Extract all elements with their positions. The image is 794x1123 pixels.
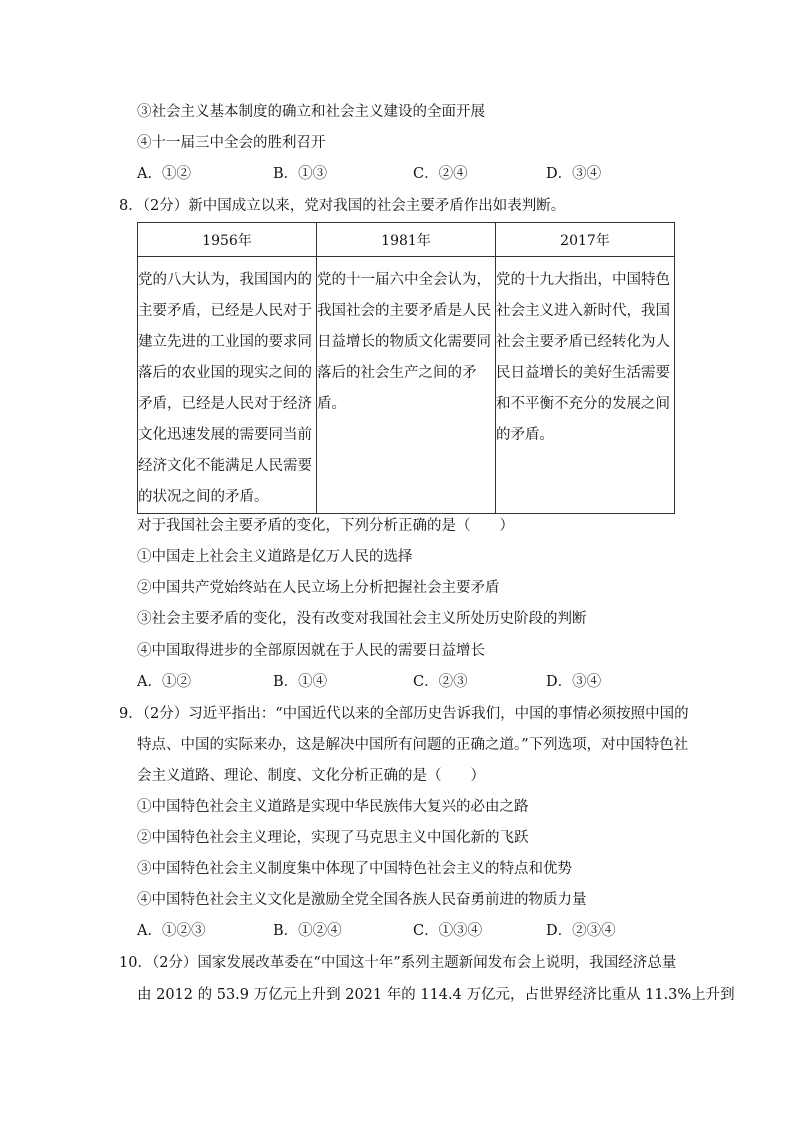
q8-option-a: A．①②: [137, 674, 191, 690]
q9-stem-line-1: 9．（2分）习近平指出：“中国近代以来的全部历史告诉我们，中国的事情必须按照中国的: [119, 706, 689, 722]
table-header-1981: 1981年: [317, 223, 496, 257]
q9-option-d: D．②③④: [546, 923, 616, 939]
q8-item-3: ③社会主要矛盾的变化，没有改变对我国社会主义所处历史阶段的判断: [137, 611, 587, 627]
q7-option-a: A．①②: [137, 166, 191, 182]
q8-options: [137, 672, 697, 692]
q7-options: [137, 164, 697, 184]
q9-option-a: A．①②③: [137, 923, 206, 939]
q7-item-4: ④十一届三中全会的胜利召开: [137, 135, 326, 151]
q9-stem-line-2: 特点、中国的实际来办，这是解决中国所有问题的正确之道。”下列选项，对中国特色社: [137, 737, 689, 753]
table-cell-1981: [317, 257, 496, 514]
q9-item-3: ③中国特色社会主义制度集中体现了中国特色社会主义的特点和优势: [137, 861, 572, 877]
q9-stem-line-3: 会主义道路、理论、制度、文化分析正确的是（ ）: [137, 768, 485, 784]
q9-options: [137, 921, 697, 941]
q7-option-b: B．①③: [273, 166, 328, 182]
q8-item-2: ②中国共产党始终站在人民立场上分析把握社会主要矛盾: [137, 580, 500, 596]
q8-item-4: ④中国取得进步的全部原因就在于人民的需要日益增长: [137, 643, 485, 659]
q7-option-d: D．③④: [546, 166, 602, 182]
q9-item-1: ①中国特色社会主义道路是实现中华民族伟大复兴的必由之路: [137, 799, 529, 815]
table-cell-1956: [138, 257, 317, 514]
q10-stem-line-1: 10．（2分）国家发展改革委在“中国这十年”系列主题新闻发布会上说明，我国经济总量: [119, 955, 677, 971]
q7-item-3: ③社会主义基本制度的确立和社会主义建设的全面开展: [137, 104, 485, 120]
cell-text-2017: 党的十九大指出，中国特色社会主义进入新时代，我国社会主要矛盾已经转化为人民日益增长的美好生活需要和不平衡不充分的发展之间的矛盾。: [496, 272, 670, 443]
q7-option-c: C．②④: [413, 166, 468, 182]
table-header-1956: 1956年: [138, 223, 317, 257]
cell-text-1981: 党的十一届六中全会认为，我国社会的主要矛盾是人民日益增长的物质文化需要同落后的社会生产之间的矛盾。: [317, 272, 491, 412]
q8-option-d: D．③④: [546, 674, 602, 690]
q9-item-4: ④中国特色社会主义文化是激励全党全国各族人民奋勇前进的物质力量: [137, 892, 587, 908]
q8-question: 对于我国社会主要矛盾的变化，下列分析正确的是（ ）: [137, 518, 514, 534]
table-header-row: [138, 223, 675, 257]
q8-option-c: C．②③: [413, 674, 468, 690]
q9-item-2: ②中国特色社会主义理论，实现了马克思主义中国化新的飞跃: [137, 830, 529, 846]
q8-stem: 8．（2分）新中国成立以来，党对我国的社会主要矛盾作出如表判断。: [119, 198, 566, 214]
q10-stem-line-2: 由 2012 的 53.9 万亿元上升到 2021 年的 114.4 万亿元，占世界经济比重从 11.3%上升到: [137, 987, 735, 1003]
q8-contradiction-table: [137, 222, 675, 514]
table-body-row: [138, 257, 675, 514]
table-cell-2017: [496, 257, 675, 514]
q8-option-b: B．①④: [273, 674, 328, 690]
q9-option-c: C．①③④: [413, 923, 483, 939]
table-header-2017: 2017年: [496, 223, 675, 257]
cell-text-1956: 党的八大认为，我国国内的主要矛盾，已经是人民对于建立先进的工业国的要求同落后的农业国的现实之间的矛盾，已经是人民对于经济文化迅速发展的需要同当前经济文化不能满足人民需要的状况之间的矛盾。: [138, 272, 312, 505]
q9-option-b: B．①②④: [273, 923, 342, 939]
q8-item-1: ①中国走上社会主义道路是亿万人民的选择: [137, 549, 413, 565]
